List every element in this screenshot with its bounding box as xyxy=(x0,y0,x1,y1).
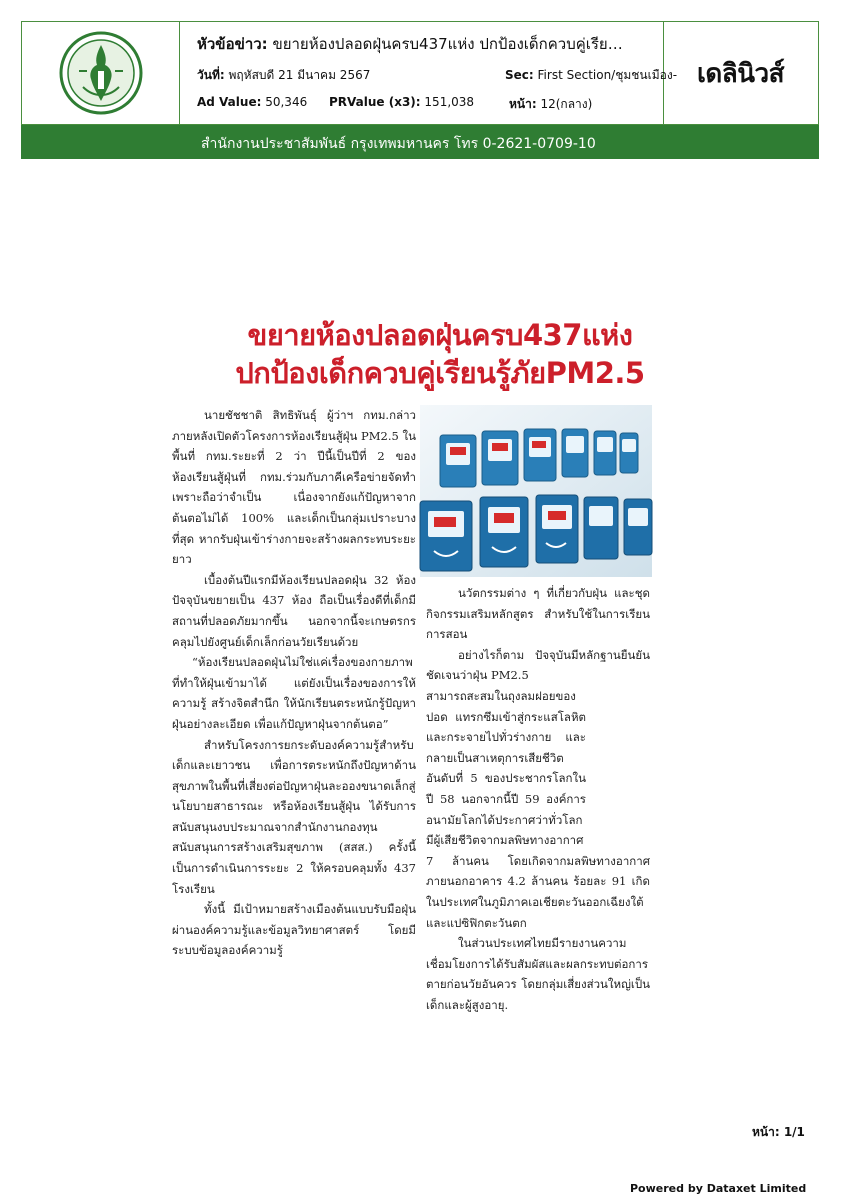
office-banner xyxy=(21,125,819,159)
paragraph: เบื้องต้นปีแรกมีห้องเรียนปลอดฝุ่น 32 ห้อง ปัจจุบันขยายเป็น 437 ห้อง ถือเป็นเรื่องดีที่เด็กมีสถานที่ปลอดภัยมากขึ้น นอกจากนี้จะเกษตรกรคลุมไปยังศูนย์เด็กเล็กก่อนวัยเรียนด้วย xyxy=(172,572,416,649)
article-column-2 xyxy=(426,583,650,1015)
article-column-1 xyxy=(172,405,416,961)
article-photo xyxy=(420,405,652,577)
headline-line-2: ปกป้องเด็กควบคู่เรียนรู้ภัยPM2.5 xyxy=(235,356,645,390)
bma-seal-icon xyxy=(59,31,143,115)
headline-label: หัวข้อข่าว: xyxy=(197,35,268,53)
paragraph: อย่างไรก็ตาม ปัจจุบันมีหลักฐานยืนยันชัดเจนว่าฝุ่น PM2.5 xyxy=(426,647,650,683)
headline-value: ขยายห้องปลอดฝุ่นครบ437แห่ง ปกป้องเด็กควบคู่เรีย… xyxy=(272,35,623,53)
paragraph: สำหรับโครงการยกระดับองค์ความรู้สำหรับเด็กและเยาวชน เพื่อการตระหนักถึงปัญหาด้านสุขภาพในพื้นที่เสี่ยงต่อปัญหาฝุ่นละอองขนาดเล็กสู่นโยบายสาธารณะ หรือห้องเรียนสู้ฝุ่น ได้รับการสนับสนุนงบประมาณจากสำนักงานกองทุนสนับสนุนการสร้างเสริมสุขภาพ (สสส.) ครั้งนี้เป็นการดำเนินการระยะ 2 ให้ครอบคลุมทั้ง 437 โรงเรียน xyxy=(172,737,416,896)
page-field-label: หน้า: xyxy=(509,97,537,111)
headline-line-1: ขยายห้องปลอดฝุ่นครบ437แห่ง xyxy=(247,318,633,352)
date-label: วันที่: xyxy=(197,68,225,82)
pr-value-row xyxy=(329,95,474,109)
paragraph: นายชัชชาติ สิทธิพันธุ์ ผู้ว่าฯ กทม.กล่าวภายหลังเปิดตัวโครงการห้องเรียนสู้ฝุ่น PM2.5 ในพื้นที่ กทม.ระยะที่ 2 ว่า ปีนี้เป็นปีที่ 2 ของห้องเรียนสู้ฝุ่นที่ กทม.ร่วมกับภาคีเครือข่ายจัดทำ เพราะถือว่าจำเป็น เนื่องจากยังแก้ปัญหาจากต้นตอไม่ได้ 100% และเด็กเป็นกลุ่มเปราะบางที่สุด หากรับฝุ่นเข้าร่างกายจะสร้างผลกระทบระยะยาว xyxy=(172,408,416,567)
powered-by: Powered by Dataxet Limited xyxy=(630,1182,807,1195)
date-value: พฤหัสบดี 21 มีนาคม 2567 xyxy=(228,68,371,82)
paragraph: ทั้งนี้ มีเป้าหมายสร้างเมืองต้นแบบรับมือฝุ่นผ่านองค์ความรู้และข้อมูลวิทยาศาสตร์ โดยมีระบบข้อมูลองค์ความรู้ xyxy=(172,902,416,958)
quote-paragraph: “ห้องเรียนปลอดฝุ่นไม่ใช่แค่เรื่องของกายภาพที่ทำให้ฝุ่นเข้ามาได้ แต่ยังเป็นเรื่องของการให้ความรู้ สร้างจิตสำนึก ให้นักเรียนตระหนักรู้ปัญหาฝุ่นอย่างละเอียด เพื่อแก้ปัญหาฝุ่นจากต้นตอ” xyxy=(172,655,416,731)
page-count: หน้า: 1/1 xyxy=(752,1125,805,1139)
pr-value: 151,038 xyxy=(424,95,475,109)
publication-name: เดลินิวส์ xyxy=(697,58,784,89)
paragraph: ในส่วนประเทศไทยมีรายงานความเชื่อมโยงการได้รับสัมผัสและผลกระทบต่อการตายก่อนวัยอันควร โดยกลุ่มเสี่ยงส่วนใหญ่เป็นเด็กและผู้สูงอายุ. xyxy=(426,936,650,1012)
section-label: Sec: xyxy=(505,68,534,82)
ad-value: 50,346 xyxy=(265,95,308,109)
paragraph: 7 ล้านคน โดยเกิดจากมลพิษทางอากาศภายนอกอาคาร 4.2 ล้านคน ร้อยละ 91 เกิดในประเทศในภูมิภาคเอเชียตะวันออกเฉียงใต้และแปซิฟิกตะวันตก xyxy=(426,853,650,930)
paragraph: นวัตกรรมต่าง ๆ ที่เกี่ยวกับฝุ่น และชุดกิจกรรมเสริมหลักสูตร สำหรับใช้ในการเรียนการสอน xyxy=(426,586,650,642)
page-field-value: 12(กลาง) xyxy=(540,97,593,111)
ad-value-label: Ad Value: xyxy=(197,95,262,109)
section-value: First Section/ชุมชนเมือง- xyxy=(537,68,678,82)
article-headline xyxy=(160,316,720,392)
bma-logo xyxy=(22,22,180,124)
section-row xyxy=(505,66,678,85)
paragraph: สามารถสะสมในถุงลมฝอยของปอด แทรกซึมเข้าสู่กระแสโลหิต และกระจายไปทั่วร่างกาย และกลายเป็นสาเหตุการเสียชีวิตอันดับที่ 5 ของประชากรโลกในปี 58 นอกจากนี้ปี 59 องค์การอนามัยโลกได้ประกาศว่าทั่วโลกมีผู้เสียชีวิตจากมลพิษทางอากาศ xyxy=(426,688,586,848)
headline-row xyxy=(197,32,677,56)
page-field xyxy=(509,95,592,114)
ad-value-row xyxy=(197,95,307,109)
date-row xyxy=(197,66,370,85)
clipping-header xyxy=(21,21,819,125)
clipping-info xyxy=(179,22,678,124)
air-purifier-photo-icon xyxy=(420,405,652,577)
pr-value-label: PRValue (x3): xyxy=(329,95,421,109)
office-banner-text: สำนักงานประชาสัมพันธ์ กรุงเทพมหานคร โทร 0-2621-0709-10 xyxy=(201,136,596,152)
